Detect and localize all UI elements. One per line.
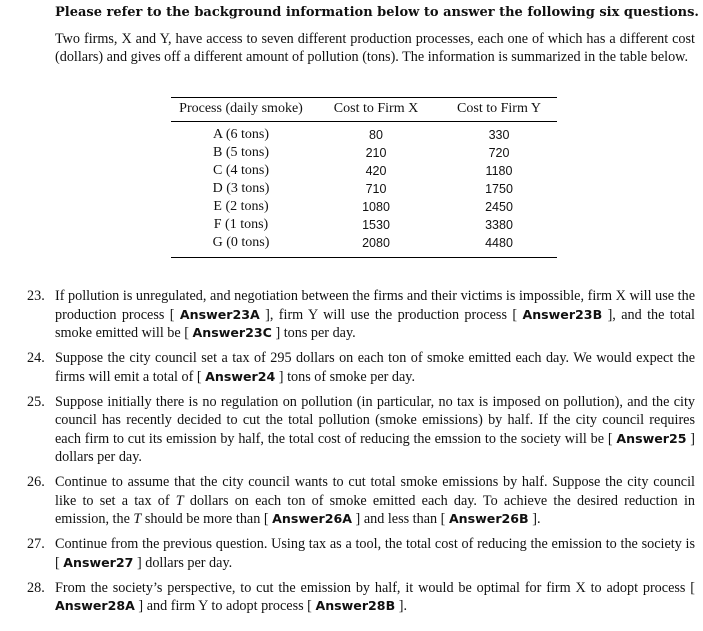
header-process: Process (daily smoke) [171, 98, 311, 122]
question-number: 24. [27, 350, 45, 366]
question-text [55, 536, 695, 571]
question-text-segment: ]. [395, 598, 408, 614]
intro-paragraph: Two firms, X and Y, have access to seven different production processes, each one of which has a different cost (dollars) and gives off a different amount of pollution (tons). The information is summarized in the table below. [55, 31, 695, 65]
question-text [55, 394, 695, 466]
table-header-row [171, 98, 557, 122]
question-text-segment: Continue to assume that the city council wants to cut total smoke emissions by half. Suppose the city council like to set a tax of [55, 474, 695, 509]
cost-x-cell: 1080 [362, 200, 390, 214]
cost-y-cell: 1750 [485, 182, 513, 196]
question-text-segment: ] and firm Y to adopt process [ [134, 598, 316, 614]
question-text-segment: Suppose initially there is no regulation on pollution (in particular, no tax is imposed on pollution), and the city council has recently decided to cut the total pollution (smoke emissions) by half. If the city council requires each firm to cut its emission by half, the total cost of reducing the emssion to the society will be [ [55, 393, 695, 447]
question-text-segment: Suppose the city council set a tax of 295 dollars on each ton of smoke emitted each day. We would expect the firms will emit a total of [ [55, 350, 695, 385]
table-row [171, 144, 557, 162]
answer-blank[interactable]: Answer27 [63, 554, 134, 570]
answer-blank[interactable]: Answer28B [315, 598, 396, 613]
table-row [171, 198, 557, 216]
question-text-segment: ] tons per day. [271, 325, 356, 341]
question-text-segment: dollars on each ton of smoke emitted each day. To achieve the desired reduction in emission, the [55, 492, 695, 527]
question-number: 26. [27, 474, 45, 490]
question-text-segment: From the society’s perspective, to cut the emission by half, it would be optimal for firm X to adopt process [ [55, 579, 695, 596]
question-item [27, 535, 695, 572]
table-row [171, 216, 557, 234]
answer-blank[interactable]: Answer24 [205, 368, 276, 384]
cost-x-cell: 1530 [362, 218, 390, 232]
question-text-segment: ]. [528, 511, 541, 527]
question-item [27, 393, 695, 467]
question-text-segment: ], firm Y will use the production process [ [259, 306, 523, 323]
header-cost-y: Cost to Firm Y [441, 98, 557, 122]
process-cell: C (4 tons) [213, 163, 269, 178]
question-item [27, 287, 695, 343]
answer-blank[interactable]: Answer23C [192, 325, 272, 340]
cost-x-cell: 80 [369, 128, 383, 142]
cost-y-cell: 330 [488, 128, 510, 142]
question-text-segment: ], and the total smoke emitted will be [ [55, 306, 695, 341]
question-text [55, 350, 695, 385]
cost-x-cell: 2080 [311, 234, 441, 258]
process-cell: B (5 tons) [213, 145, 269, 160]
question-number: 23. [27, 288, 45, 304]
question-text-segment: ] dollars per day. [55, 430, 695, 465]
question-text [55, 288, 695, 341]
math-variable: T [133, 511, 142, 527]
cost-y-cell: 720 [488, 146, 510, 160]
question-list [27, 287, 695, 622]
process-cell: F (1 tons) [213, 217, 269, 232]
question-text-segment: ] tons of smoke per day. [275, 368, 415, 385]
answer-blank[interactable]: Answer23A [179, 306, 260, 322]
answer-blank[interactable]: Answer25 [616, 430, 687, 446]
process-cell: E (2 tons) [213, 199, 269, 214]
question-text-segment: ] dollars per day. [133, 554, 233, 571]
process-cell: D (3 tons) [212, 181, 270, 196]
question-item [27, 579, 695, 616]
process-cell: A (6 tons) [213, 127, 269, 142]
table-row [171, 234, 557, 258]
question-text-segment: If pollution is unregulated, and negotiation between the firms and their victims is impossible, firm X will use the production process [ [55, 288, 695, 323]
answer-blank[interactable]: Answer23B [522, 306, 603, 322]
table-row [171, 162, 557, 180]
process-cell: G (0 tons) [171, 234, 311, 258]
table-row [171, 180, 557, 198]
question-number: 25. [27, 393, 45, 410]
table-row [171, 122, 557, 145]
question-text-segment: should be more than [ [141, 511, 273, 527]
cost-y-cell: 4480 [441, 234, 557, 258]
cost-x-cell: 420 [365, 164, 387, 178]
question-text [55, 580, 695, 615]
question-number: 27. [27, 536, 45, 552]
answer-blank[interactable]: Answer28A [55, 598, 135, 613]
cost-x-cell: 210 [365, 146, 387, 160]
cost-x-cell: 710 [365, 182, 387, 196]
header-cost-x: Cost to Firm X [311, 98, 441, 122]
section-heading: Please refer to the background information below to answer the following six questions. [55, 5, 699, 20]
answer-blank[interactable]: Answer26A [272, 511, 352, 526]
cost-table [171, 97, 557, 258]
question-text [55, 474, 695, 527]
question-text-segment: Continue from the previous question. Using tax as a tool, the total cost of reducing the emission to the society is [ [55, 536, 695, 571]
cost-y-cell: 2450 [485, 200, 513, 214]
cost-y-cell: 1180 [485, 164, 513, 178]
question-item [27, 473, 695, 529]
cost-y-cell: 3380 [485, 218, 513, 232]
question-item [27, 349, 695, 386]
math-variable: T [175, 492, 184, 509]
answer-blank[interactable]: Answer26B [448, 511, 529, 526]
question-text-segment: ] and less than [ [352, 511, 449, 527]
question-number: 28. [27, 579, 45, 596]
